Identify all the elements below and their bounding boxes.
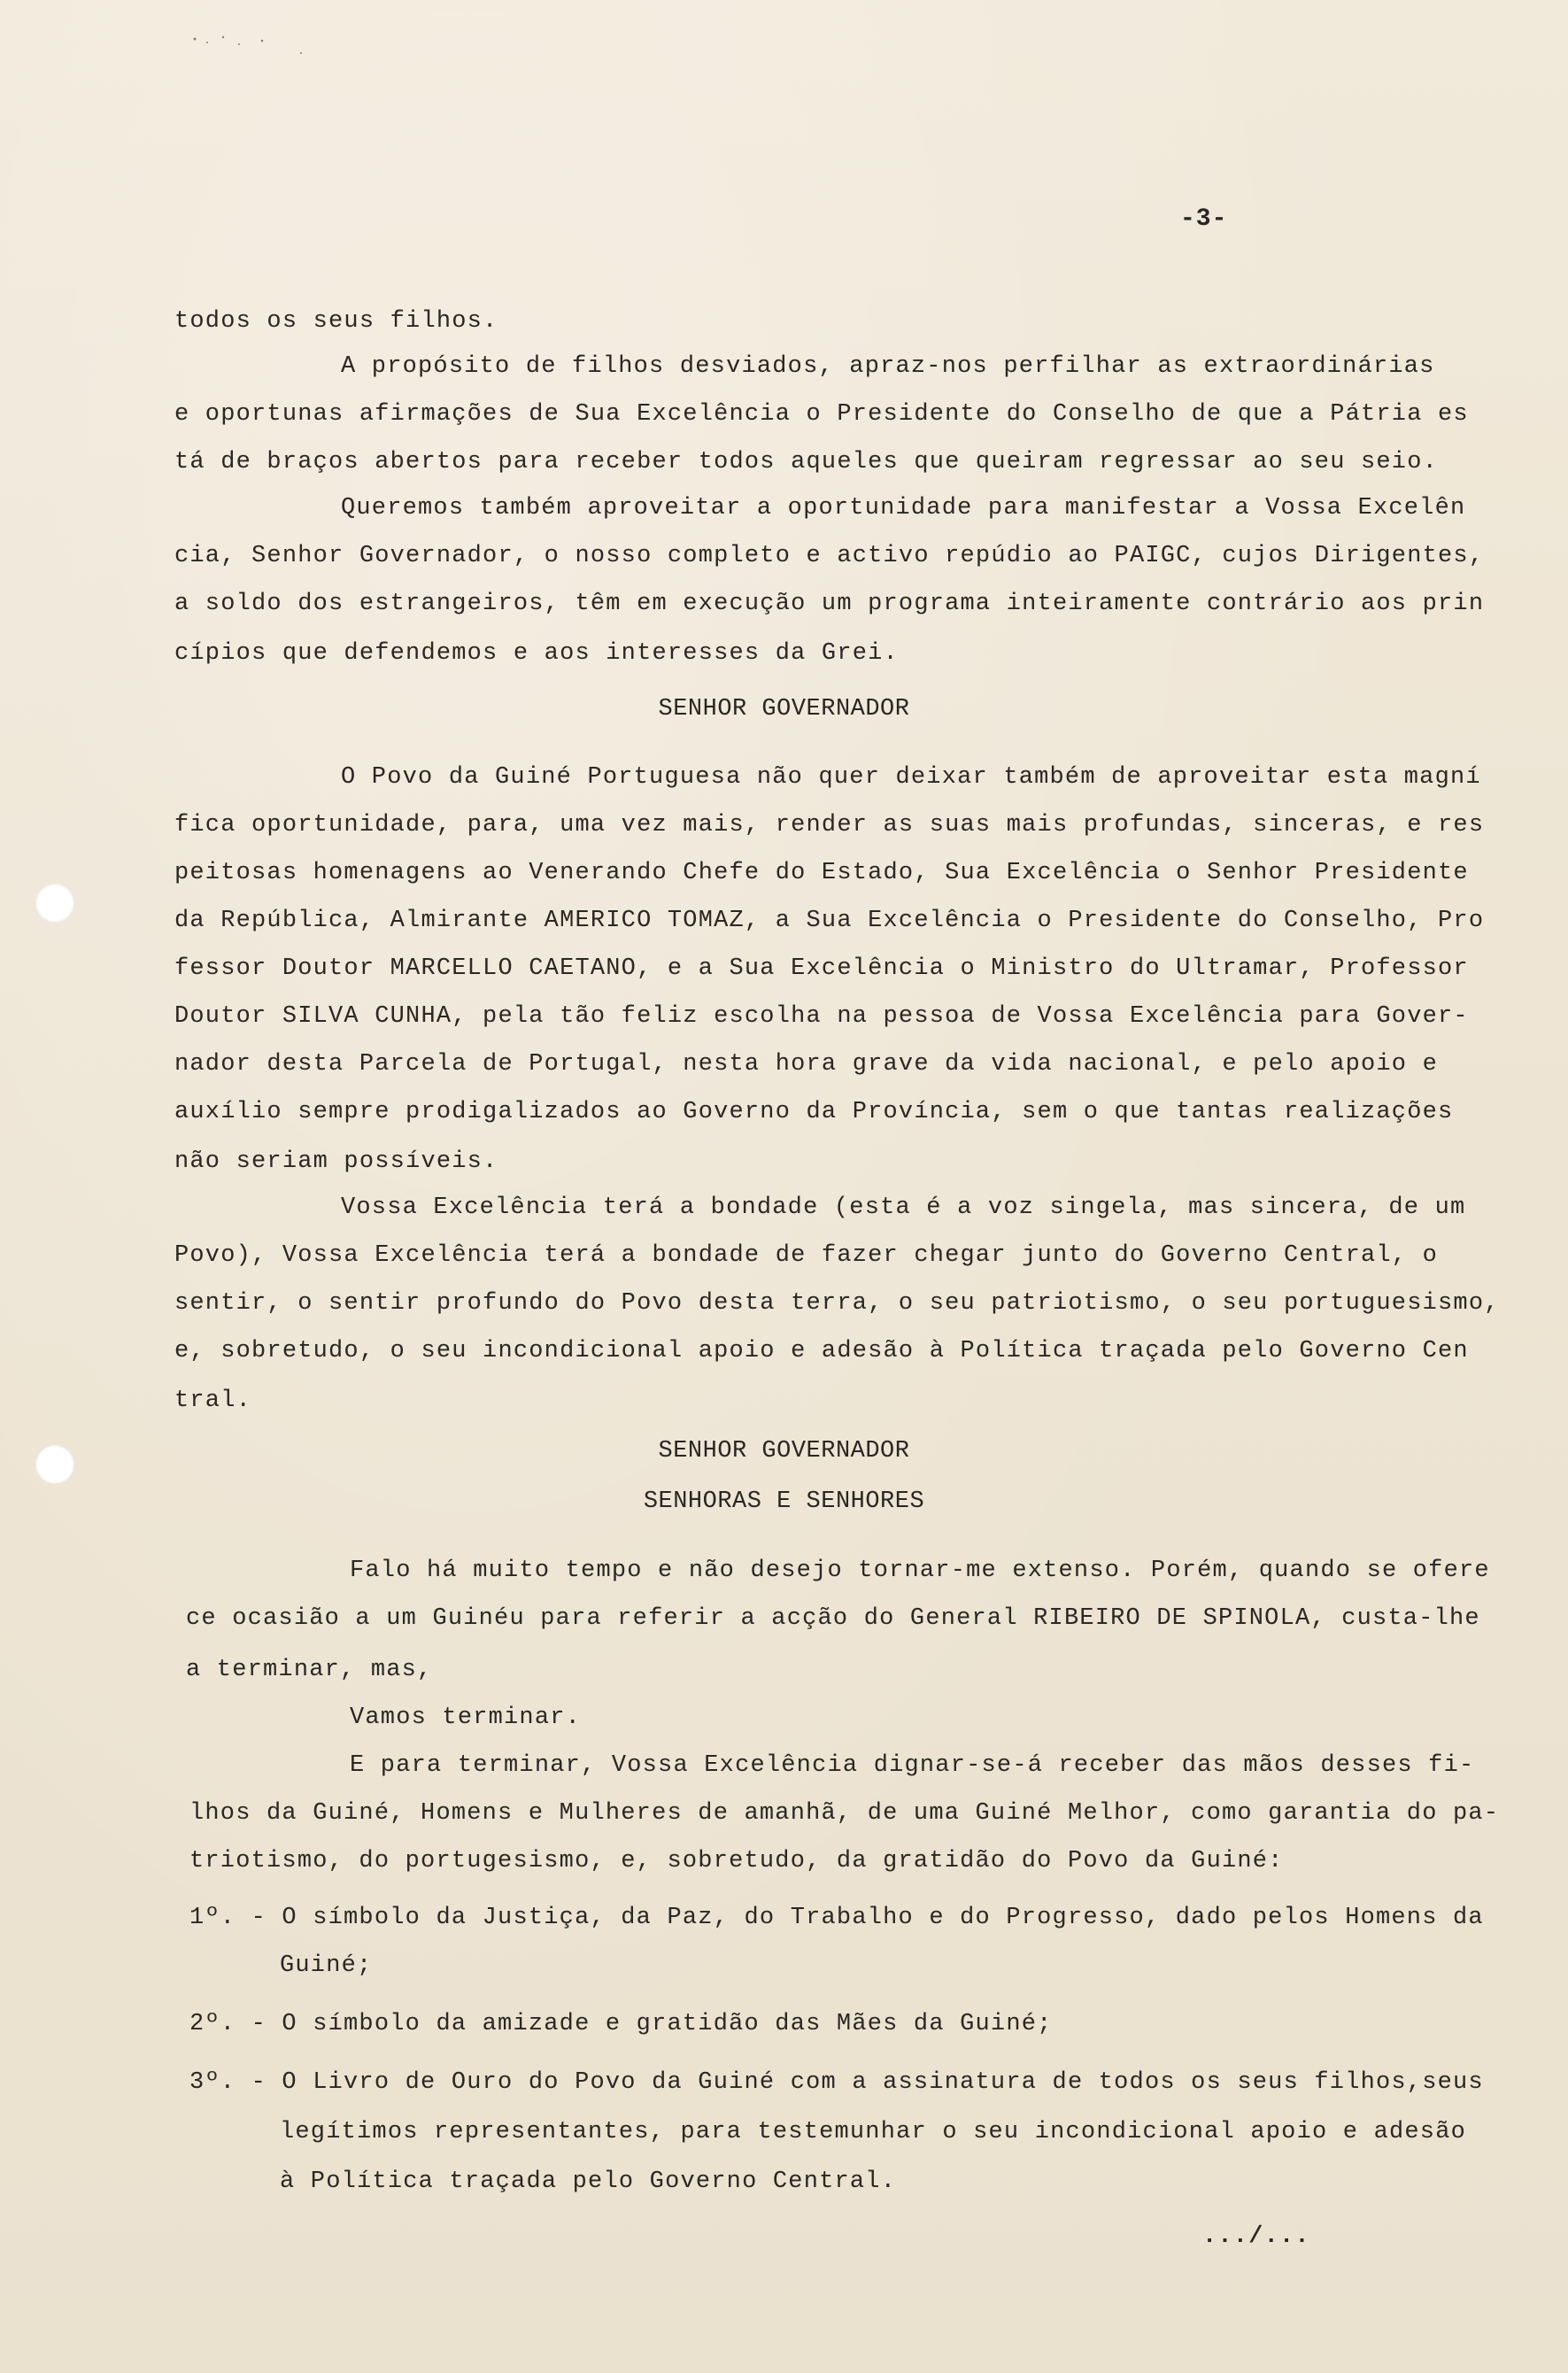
text-line: Falo há muito tempo e não desejo tornar-me extenso. Porém, quando se ofere <box>350 1558 1490 1584</box>
paper-specks <box>177 27 319 62</box>
continuation-mark: .../... <box>1202 2223 1310 2250</box>
text-line: lhos da Guiné, Homens e Mulheres de amanhã, de uma Guiné Melhor, como garantia do pa- <box>189 1800 1500 1827</box>
text-line: auxílio sempre prodigalizados ao Governo da Província, sem o que tantas realizações <box>174 1099 1454 1125</box>
text-line: triotismo, do portugesismo, e, sobretudo, da gratidão do Povo da Guiné: <box>189 1848 1284 1874</box>
text-line: fessor Doutor MARCELLO CAETANO, e a Sua Excelência o Ministro do Ultramar, Professor <box>174 955 1469 982</box>
section-heading: SENHOR GOVERNADOR <box>658 696 910 723</box>
text-line: tá de braços abertos para receber todos aqueles que queiram regressar ao seu seio. <box>174 449 1439 475</box>
text-line: Vossa Excelência terá a bondade (esta é a voz singela, mas sincera, de um <box>341 1194 1466 1221</box>
text-line: da República, Almirante AMERICO TOMAZ, a Sua Excelência o Presidente do Conselho, Pro <box>174 908 1485 934</box>
text-line: não seriam possíveis. <box>174 1148 498 1175</box>
text-line: ce ocasião a um Guinéu para referir a acção do General RIBEIRO DE SPINOLA, custa-lhe <box>186 1605 1480 1632</box>
punch-hole-top <box>35 884 74 923</box>
text-line: Queremos também aproveitar a oportunidade para manifestar a Vossa Excelên <box>341 495 1466 522</box>
list-item-continuation: legítimos representantes, para testemunhar o seu incondicional apoio e adesão <box>280 2119 1467 2145</box>
text-line: e, sobretudo, o seu incondicional apoio e adesão à Política traçada pelo Governo Cen <box>174 1338 1469 1364</box>
text-line: todos os seus filhos. <box>174 308 498 335</box>
text-line: Doutor SILVA CUNHA, pela tão feliz escolha na pessoa de Vossa Excelência para Gover- <box>174 1003 1469 1030</box>
text-line: cia, Senhor Governador, o nosso completo e activo repúdio ao PAIGC, cujos Dirigentes, <box>174 543 1485 569</box>
text-line: Povo), Vossa Excelência terá a bondade de fazer chegar junto do Governo Central, o <box>174 1242 1439 1269</box>
list-item-continuation: à Política traçada pelo Governo Central. <box>280 2168 897 2195</box>
section-heading: SENHOR GOVERNADOR <box>658 1438 910 1465</box>
text-line: A propósito de filhos desviados, apraz-nos perfilhar as extraordinárias <box>341 353 1435 380</box>
page-number: -3- <box>1180 205 1228 233</box>
text-line: nador desta Parcela de Portugal, nesta hora grave da vida nacional, e pelo apoio e <box>174 1051 1439 1078</box>
text-line: Vamos terminar. <box>350 1704 582 1731</box>
list-item: 1º. - O símbolo da Justiça, da Paz, do Trabalho e do Progresso, dado pelos Homens da <box>189 1905 1484 1931</box>
text-line: tral. <box>174 1387 252 1414</box>
text-line: E para terminar, Vossa Excelência dignar-se-á receber das mãos desses fi- <box>350 1752 1475 1779</box>
list-item-continuation: Guiné; <box>280 1952 373 1979</box>
list-item: 2º. - O símbolo da amizade e gratidão das Mães da Guiné; <box>189 2011 1053 2037</box>
text-line: cípios que defendemos e aos interesses da Grei. <box>174 640 899 667</box>
list-item: 3º. - O Livro de Ouro do Povo da Guiné com a assinatura de todos os seus filhos,seus <box>189 2069 1484 2096</box>
text-line: peitosas homenagens ao Venerando Chefe do Estado, Sua Excelência o Senhor Presidente <box>174 860 1469 886</box>
text-line: e oportunas afirmações de Sua Excelência o Presidente do Conselho de que a Pátria es <box>174 401 1469 428</box>
text-line: O Povo da Guiné Portuguesa não quer deixar também de aproveitar esta magní <box>341 764 1481 791</box>
text-line: a terminar, mas, <box>186 1657 433 1683</box>
section-heading: SENHORAS E SENHORES <box>643 1488 925 1515</box>
text-line: fica oportunidade, para, uma vez mais, render as suas mais profundas, sinceras, e res <box>174 812 1485 839</box>
text-line: a soldo dos estrangeiros, têm em execução um programa inteiramente contrário aos prin <box>174 591 1485 617</box>
text-line: sentir, o sentir profundo do Povo desta terra, o seu patriotismo, o seu portuguesismo, <box>174 1290 1500 1317</box>
